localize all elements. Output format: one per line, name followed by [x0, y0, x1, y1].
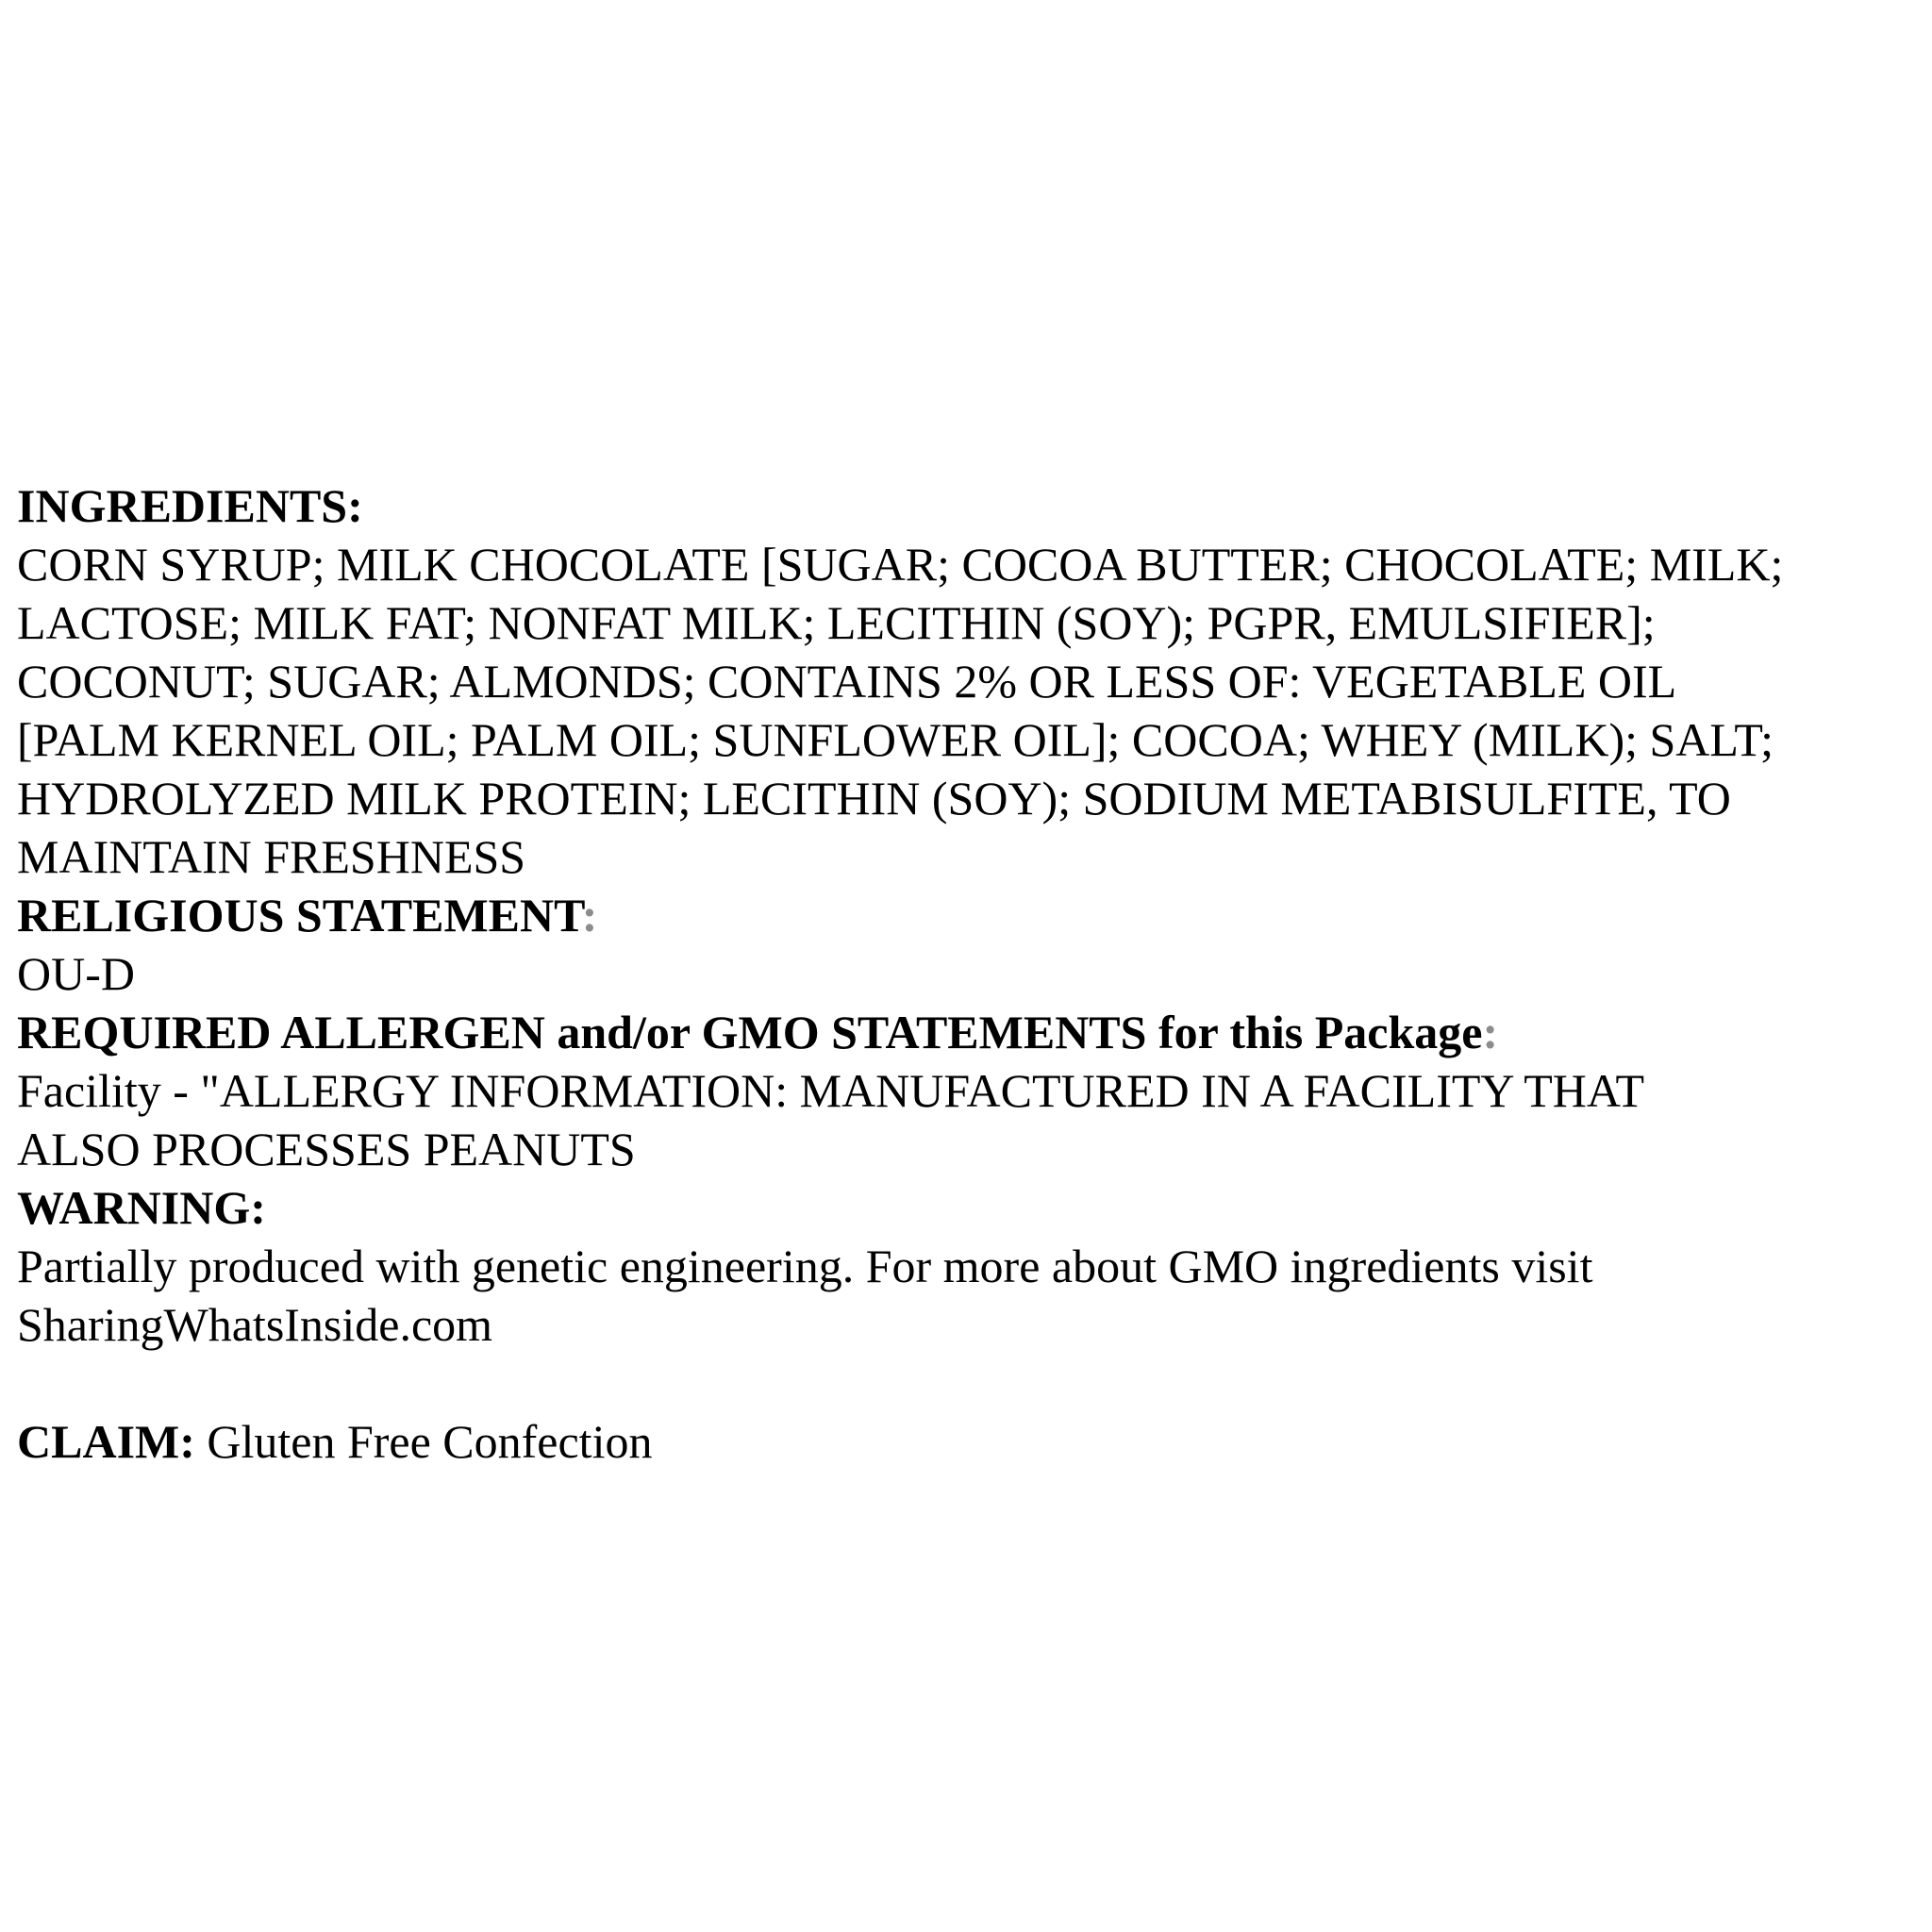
allergen-heading-line: [17, 1003, 1923, 1061]
religious-heading-line: [17, 886, 1923, 944]
allergen-colon: :: [1482, 1006, 1499, 1058]
claim-label: CLAIM:: [17, 1415, 195, 1468]
label-text-block: [17, 476, 1923, 1471]
allergen-line: Facility - "ALLERGY INFORMATION: MANUFACTURED IN A FACILITY THAT: [17, 1064, 1644, 1117]
allergen-line: ALSO PROCESSES PEANUTS: [17, 1123, 636, 1175]
ingredients-line: HYDROLYZED MILK PROTEIN; LECITHIN (SOY); SODIUM METABISULFITE, TO: [17, 772, 1731, 824]
allergen-heading: REQUIRED ALLERGEN and/or GMO STATEMENTS for this Package: [17, 1006, 1483, 1058]
religious-heading: RELIGIOUS STATEMENT: [17, 889, 582, 941]
warning-line: Partially produced with genetic engineering. For more about GMO ingredients visit: [17, 1240, 1593, 1292]
religious-value: OU-D: [17, 947, 135, 1000]
blank-spacer: [17, 1354, 1923, 1412]
ingredients-heading: INGREDIENTS:: [17, 479, 363, 532]
ingredients-line: LACTOSE; MILK FAT; NONFAT MILK; LECITHIN (SOY); PGPR, EMULSIFIER];: [17, 596, 1656, 649]
claim-line: [17, 1412, 1923, 1471]
ingredients-line: COCONUT; SUGAR; ALMONDS; CONTAINS 2% OR LESS OF: VEGETABLE OIL: [17, 655, 1677, 708]
claim-value: Gluten Free Confection: [207, 1415, 653, 1468]
ingredients-line: MAINTAIN FRESHNESS: [17, 830, 526, 883]
ingredients-line: CORN SYRUP; MILK CHOCOLATE [SUGAR; COCOA BUTTER; CHOCOLATE; MILK;: [17, 538, 1784, 591]
ingredients-line: [PALM KERNEL OIL; PALM OIL; SUNFLOWER OIL]; COCOA; WHEY (MILK); SALT;: [17, 713, 1774, 766]
warning-line: SharingWhatsInside.com: [17, 1298, 493, 1351]
religious-colon: :: [581, 889, 598, 941]
warning-heading: WARNING:: [17, 1181, 266, 1234]
